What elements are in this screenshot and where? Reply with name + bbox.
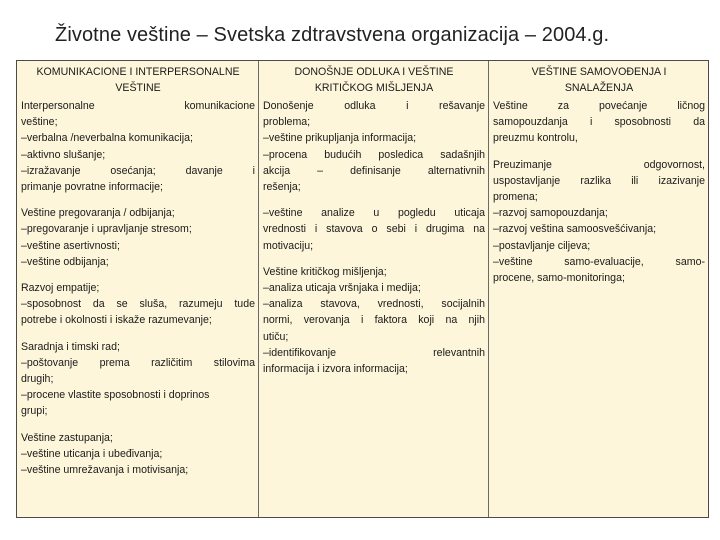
slide-title: Životne veštine – Svetska zdtravstvena organizacija – 2004.g.	[55, 24, 610, 46]
column-self-management	[488, 61, 708, 517]
skill-block: –veštine analize u pogledu uticaja vrednosti i stavova o sebi i drugima na motivaciju;	[263, 207, 485, 252]
skills-table	[16, 60, 709, 518]
skill-block: Interpersonalne komunikacione veštine; –verbalna /neverbalna komunikacija; –aktivno slušanje; –izražavanje osećanja; davanje i primanje povratne informacije;	[21, 100, 255, 194]
column-interpersonal	[17, 61, 258, 517]
column-decision-making	[258, 61, 488, 517]
column-heading: VEŠTINE SAMOVOĐENJA I SNALAŽENJA	[531, 66, 667, 94]
skill-block: Razvoj empatije; –sposobnost da se sluša, razumeju tude potrebe i okolnosti i iskaže razumevanje;	[21, 282, 255, 327]
skill-block: Veštine za povećanje ličnog samopouzdanja i sposobnosti da preuzmu kontrolu,	[493, 100, 705, 145]
skill-block: Veštine pregovaranja / odbijanja; –pregovaranje i upravljanje stresom; –veštine asertivnosti; –veštine odbijanja;	[21, 207, 192, 268]
skill-block: Veštine kritičkog mišljenja; –analiza uticaja vršnjaka i medija; –analiza stavova, vrednosti, socijalnih normi, verovanja i faktora koji na njih utiču; –identifikovanje relevantnih informacija i izvora informacija;	[263, 265, 485, 376]
skill-block: Saradnja i timski rad; –poštovanje prema različitim stilovima drugih; –procene vlastite sposobnosti i doprinos grupi;	[21, 340, 255, 418]
skill-block: Donošenje odluka i rešavanje problema; –veštine prikupljanja informacija; –procena budućih posledica sadašnjih akcija – definisanje alternativnih rešenja;	[263, 100, 485, 194]
column-heading: KOMUNIKACIONE I INTERPERSONALNE VEŠTINE	[36, 66, 240, 94]
column-heading: DONOŠNJE ODLUKA I VEŠTINE KRITIČKOG MIŠLJENJA	[294, 66, 454, 94]
skill-block: Veštine zastupanja; –veštine uticanja i ubeđivanja; –veštine umrežavanja i motivisanja;	[21, 431, 189, 477]
skill-block: Preuzimanje odgovornost, uspostavljanje razlika ili izazivanje promena; –razvoj samopouzdanja; –razvoj veština samoosvešćivanja; –postavljanje ciljeva; –veštine samo-evaluacije, samo- procene, samo-monitoringa;	[493, 158, 705, 285]
